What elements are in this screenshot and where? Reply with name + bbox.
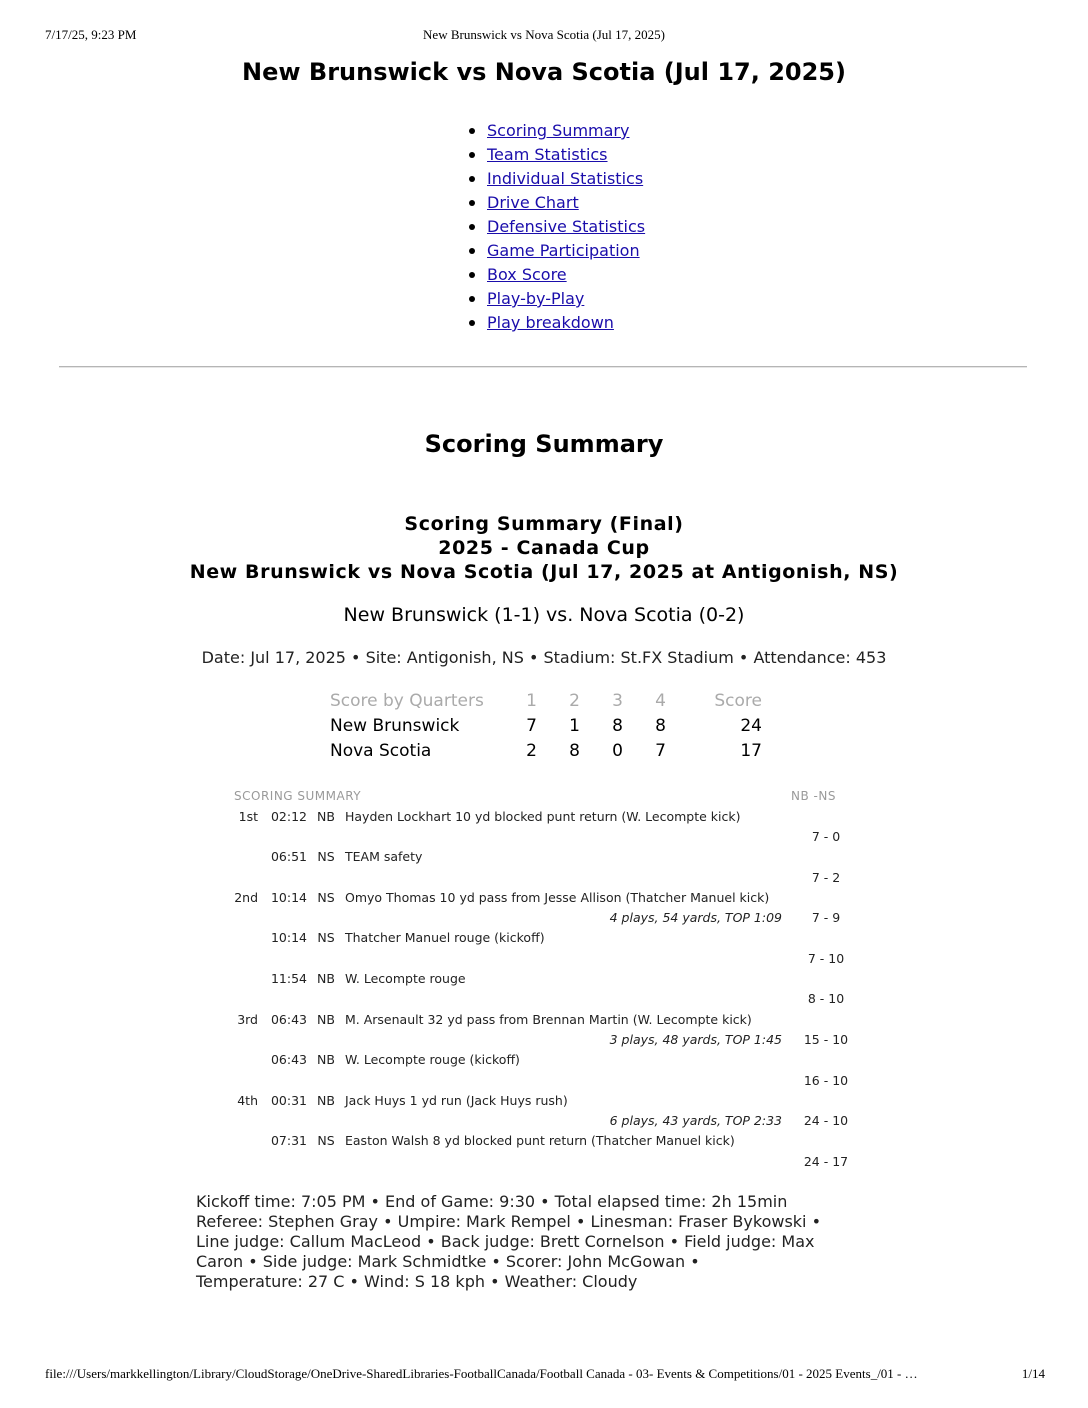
- scoring-team: NS: [317, 849, 335, 865]
- column-header: 2: [569, 690, 580, 711]
- nav-link-drive-chart[interactable]: Drive Chart: [487, 193, 579, 212]
- drive-summary: 3 plays, 48 yards, TOP 1:45: [609, 1031, 782, 1047]
- page-number: 1/14: [1021, 1366, 1045, 1381]
- quarter: 1st: [238, 808, 258, 824]
- quarter: [228, 1050, 258, 1070]
- scoring-summary-label: SCORING SUMMARY: [234, 789, 362, 803]
- empty-cell: [790, 1009, 862, 1029]
- report-heading-line3: New Brunswick vs Nova Scotia (Jul 17, 2025 at Antigonish, NS): [189, 561, 899, 583]
- game-officials-info: [196, 1192, 896, 1292]
- drive-summary: 4 plays, 54 yards, TOP 1:09: [609, 910, 782, 926]
- quarter: [228, 968, 258, 988]
- quarter-score: 8: [655, 715, 666, 736]
- play-description: TEAM safety: [345, 849, 423, 865]
- empty-cell: [790, 968, 862, 988]
- nav-link-individual-statistics[interactable]: Individual Statistics: [487, 169, 644, 188]
- scoring-team: NS: [317, 889, 335, 905]
- horizontal-divider: [59, 366, 1027, 368]
- nav-link-scoring-summary[interactable]: Scoring Summary: [487, 121, 630, 140]
- column-header: Score: [714, 690, 762, 711]
- column-header: Score by Quarters: [330, 690, 484, 711]
- nav-link-defensive-statistics[interactable]: Defensive Statistics: [487, 217, 646, 236]
- empty-cell: [790, 847, 862, 867]
- game-clock: 10:14: [270, 889, 307, 905]
- nav-link-team-statistics[interactable]: Team Statistics: [487, 145, 608, 164]
- report-heading-line2: 2025 - Canada Cup: [438, 537, 650, 559]
- running-score: 24 - 17: [803, 1153, 849, 1169]
- empty-cell: [790, 928, 862, 948]
- table-header-row: [326, 688, 766, 713]
- running-score: 7 - 2: [811, 869, 841, 885]
- report-heading-line1: Scoring Summary (Final): [404, 513, 684, 535]
- game-clock: 06:43: [270, 1052, 307, 1068]
- scoring-team: NB: [317, 1092, 335, 1108]
- running-score: 7 - 0: [811, 828, 841, 844]
- empty-cell: [790, 806, 862, 826]
- scoring-team: NB: [317, 1052, 335, 1068]
- quarter-score: 7: [526, 715, 537, 736]
- print-datetime: 7/17/25, 9:23 PM: [45, 27, 137, 42]
- running-score: 16 - 10: [803, 1072, 849, 1088]
- drive-summary: [228, 948, 790, 968]
- empty-cell: [790, 1090, 862, 1110]
- report-heading: [0, 512, 1088, 584]
- scoring-result-row: [228, 989, 862, 1009]
- quarter-score: 0: [612, 740, 623, 761]
- scoring-play-row: [228, 887, 862, 907]
- play-description: W. Lecompte rouge: [345, 971, 466, 987]
- game-clock: 07:31: [270, 1133, 307, 1149]
- scoring-play-row: [228, 1131, 862, 1151]
- scoring-result-row: [228, 1151, 862, 1171]
- empty-cell: [790, 1131, 862, 1151]
- play-description: M. Arsenault 32 yd pass from Brennan Martin (W. Lecompte kick): [345, 1011, 752, 1027]
- table-row: [326, 713, 766, 738]
- quarter: 4th: [237, 1092, 258, 1108]
- quarter: [228, 928, 258, 948]
- scoring-result-row: [228, 867, 862, 887]
- drive-summary: 6 plays, 43 yards, TOP 2:33: [609, 1113, 782, 1129]
- info-line: Temperature: 27 C • Wind: S 18 kph • Weather: Cloudy: [196, 1272, 638, 1291]
- play-description: Thatcher Manuel rouge (kickoff): [345, 930, 545, 946]
- empty-cell: [790, 887, 862, 907]
- game-info: Date: Jul 17, 2025 • Site: Antigonish, NS • Stadium: St.FX Stadium • Attendance: 453: [201, 648, 887, 667]
- running-score: 8 - 10: [807, 991, 845, 1007]
- scoring-result-row: [228, 826, 862, 846]
- section-nav: [487, 120, 645, 336]
- nav-item: [487, 216, 645, 240]
- drive-summary: [228, 1151, 790, 1171]
- scoring-play-row: [228, 847, 862, 867]
- play-description: Easton Walsh 8 yd blocked punt return (Thatcher Manuel kick): [345, 1133, 735, 1149]
- file-path: file:///Users/markkellington/Library/CloudStorage/OneDrive-SharedLibraries-FootballCanada/Football Canada - 03- Events & Competitions/01 - 2025 Events_/01 - …: [45, 1366, 918, 1381]
- scoring-result-row: [228, 1029, 862, 1049]
- print-footer: [45, 1366, 1045, 1382]
- scoring-team: NB: [317, 1011, 335, 1027]
- scoring-play-row: [228, 806, 862, 826]
- running-score: 7 - 9: [811, 910, 841, 926]
- nav-link-game-participation[interactable]: Game Participation: [487, 241, 640, 260]
- scoring-play-row: [228, 1050, 862, 1070]
- total-score: 24: [740, 715, 762, 736]
- info-line: Caron • Side judge: Mark Schmidtke • Scorer: John McGowan •: [196, 1252, 700, 1271]
- nav-link-play-by-play[interactable]: Play-by-Play: [487, 289, 585, 308]
- nav-item: [487, 312, 645, 336]
- play-description: Hayden Lockhart 10 yd blocked punt return (W. Lecompte kick): [345, 808, 741, 824]
- info-line: Line judge: Callum MacLeod • Back judge: Brett Cornelson • Field judge: Max: [196, 1232, 815, 1251]
- scoring-summary-table: [228, 786, 862, 1171]
- quarter-score: 7: [655, 740, 666, 761]
- quarter: 3rd: [237, 1011, 258, 1027]
- quarter: 2nd: [234, 889, 258, 905]
- quarter-score: 1: [569, 715, 580, 736]
- scoring-result-row: [228, 907, 862, 927]
- table-header-row: [228, 786, 862, 806]
- running-score: 15 - 10: [803, 1031, 849, 1047]
- scoring-play-row: [228, 1090, 862, 1110]
- drive-summary: [228, 826, 790, 846]
- scoring-play-row: [228, 968, 862, 988]
- empty-cell: [790, 1050, 862, 1070]
- scoring-result-row: [228, 1110, 862, 1130]
- column-header: 4: [655, 690, 666, 711]
- nav-item: [487, 240, 645, 264]
- drive-summary: [228, 1070, 790, 1090]
- quarter: [228, 1131, 258, 1151]
- play-description: Jack Huys 1 yd run (Jack Huys rush): [345, 1092, 568, 1108]
- score-by-quarters-table: [326, 688, 766, 763]
- total-score: 17: [740, 740, 762, 761]
- column-header: 1: [526, 690, 537, 711]
- quarter-score: 2: [526, 740, 537, 761]
- game-clock: 06:43: [270, 1011, 307, 1027]
- game-clock: 02:12: [270, 808, 307, 824]
- scoring-team: NB: [317, 808, 335, 824]
- scoring-play-row: [228, 1009, 862, 1029]
- play-description: Omyo Thomas 10 yd pass from Jesse Allison (Thatcher Manuel kick): [345, 889, 770, 905]
- scoring-team: NS: [317, 930, 335, 946]
- score-column-header: NB -NS: [791, 789, 836, 803]
- page-title: New Brunswick vs Nova Scotia (Jul 17, 2025): [242, 58, 846, 86]
- section-title: Scoring Summary: [424, 430, 664, 458]
- scoring-play-row: [228, 928, 862, 948]
- running-score: 24 - 10: [803, 1113, 849, 1129]
- nav-item: [487, 120, 645, 144]
- nav-item: [487, 288, 645, 312]
- nav-item: [487, 144, 645, 168]
- scoring-result-row: [228, 948, 862, 968]
- nav-item: [487, 168, 645, 192]
- table-row: [326, 738, 766, 763]
- team-name: New Brunswick: [330, 715, 460, 736]
- game-clock: 06:51: [270, 849, 307, 865]
- play-description: W. Lecompte rouge (kickoff): [345, 1052, 520, 1068]
- drive-summary: [228, 867, 790, 887]
- running-score: 7 - 10: [807, 950, 845, 966]
- nav-item: [487, 192, 645, 216]
- nav-link-play-breakdown[interactable]: Play breakdown: [487, 313, 614, 332]
- info-line: Kickoff time: 7:05 PM • End of Game: 9:30 • Total elapsed time: 2h 15min: [196, 1192, 788, 1211]
- scoring-team: NS: [317, 1133, 335, 1149]
- quarter: [228, 847, 258, 867]
- quarter-score: 8: [612, 715, 623, 736]
- drive-summary: [228, 989, 790, 1009]
- scoring-result-row: [228, 1070, 862, 1090]
- game-clock: 00:31: [270, 1092, 307, 1108]
- matchup-records: New Brunswick (1-1) vs. Nova Scotia (0-2): [343, 604, 745, 626]
- column-header: 3: [612, 690, 623, 711]
- quarter-score: 8: [569, 740, 580, 761]
- team-name: Nova Scotia: [330, 740, 432, 761]
- info-line: Referee: Stephen Gray • Umpire: Mark Rempel • Linesman: Fraser Bykowski •: [196, 1212, 822, 1231]
- nav-link-box-score[interactable]: Box Score: [487, 265, 567, 284]
- scoring-team: NB: [317, 971, 335, 987]
- nav-item: [487, 264, 645, 288]
- print-title: New Brunswick vs Nova Scotia (Jul 17, 2025): [423, 27, 665, 42]
- game-clock: 10:14: [270, 930, 307, 946]
- game-clock: 11:54: [270, 971, 307, 987]
